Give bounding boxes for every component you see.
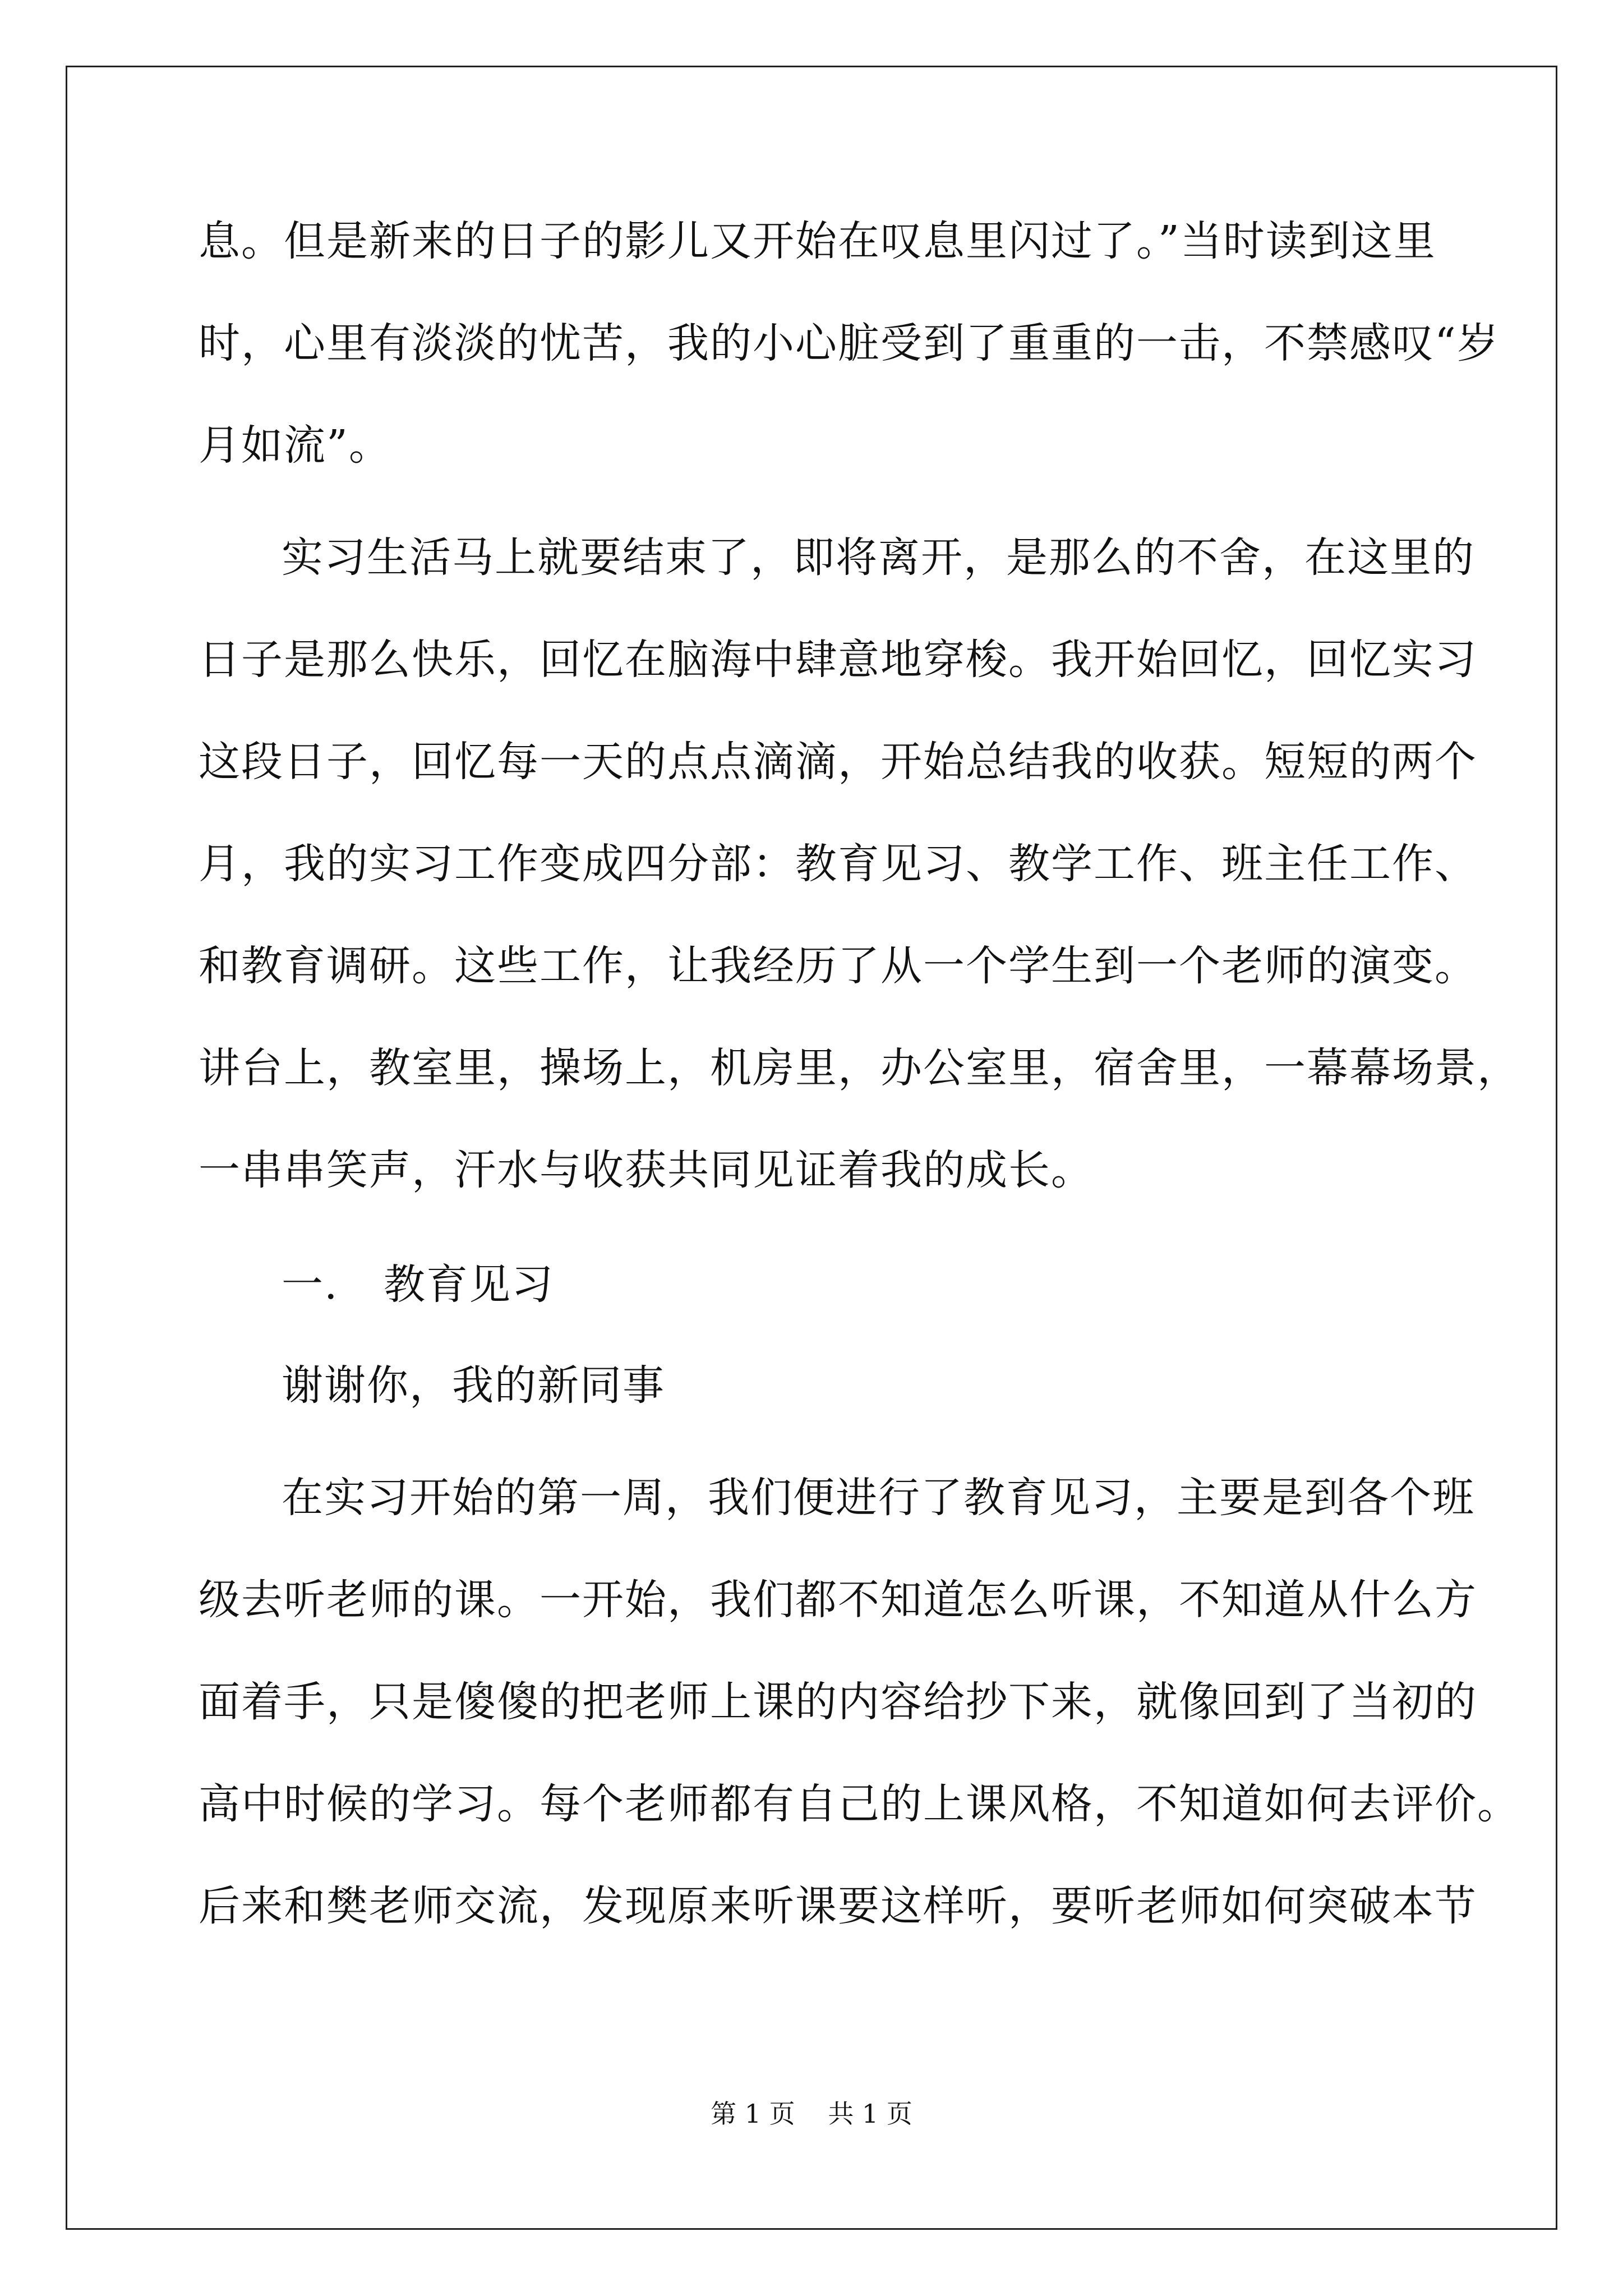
page-footer xyxy=(0,2097,1623,2131)
paragraph-line: 月，我的实习工作变成四分部：教育见习、教学工作、班主任工作、 xyxy=(199,840,1477,888)
paragraph-line: 时，心里有淡淡的忧苦，我的小心脏受到了重重的一击，不禁感叹“岁 xyxy=(199,319,1500,367)
page-number: 第 1 页 xyxy=(711,2099,795,2129)
subheading: 谢谢你，我的新同事 xyxy=(282,1361,665,1410)
paragraph-line: 一串串笑声，汗水与收获共同见证着我的成长。 xyxy=(199,1146,1094,1194)
section-number: 一. xyxy=(282,1260,339,1309)
paragraph-line: 后来和樊老师交流，发现原来听课要这样听，要听老师如何突破本节 xyxy=(199,1882,1477,1930)
paragraph-line: 日子是那么快乐，回忆在脑海中肆意地穿梭。我开始回忆，回忆实习 xyxy=(199,636,1477,684)
paragraph-line: 讲台上，教室里，操场上，机房里，办公室里，宿舍里，一幕幕场景， xyxy=(199,1044,1520,1092)
paragraph-line: 高中时候的学习。每个老师都有自己的上课风格，不知道如何去评价。 xyxy=(199,1780,1520,1828)
paragraph-line: 级去听老师的课。一开始，我们都不知道怎么听课，不知道从什么方 xyxy=(199,1576,1477,1624)
paragraph-line: 在实习开始的第一周，我们便进行了教育见习，主要是到各个班 xyxy=(282,1474,1475,1522)
paragraph-line: 息。但是新来的日子的影儿又开始在叹息里闪过了。”当时读到这里 xyxy=(199,217,1436,265)
page-total: 共 1 页 xyxy=(828,2099,912,2129)
section-heading: 教育见习 xyxy=(384,1260,554,1309)
paragraph-line: 面着手，只是傻傻的把老师上课的内容给抄下来，就像回到了当初的 xyxy=(199,1678,1477,1726)
paragraph-line: 实习生活马上就要结束了，即将离开，是那么的不舍，在这里的 xyxy=(282,533,1475,582)
paragraph-line: 月如流”。 xyxy=(199,421,391,470)
paragraph-line: 这段日子，回忆每一天的点点滴滴，开始总结我的收获。短短的两个 xyxy=(199,738,1477,786)
paragraph-line: 和教育调研。这些工作，让我经历了从一个学生到一个老师的演变。 xyxy=(199,942,1477,990)
